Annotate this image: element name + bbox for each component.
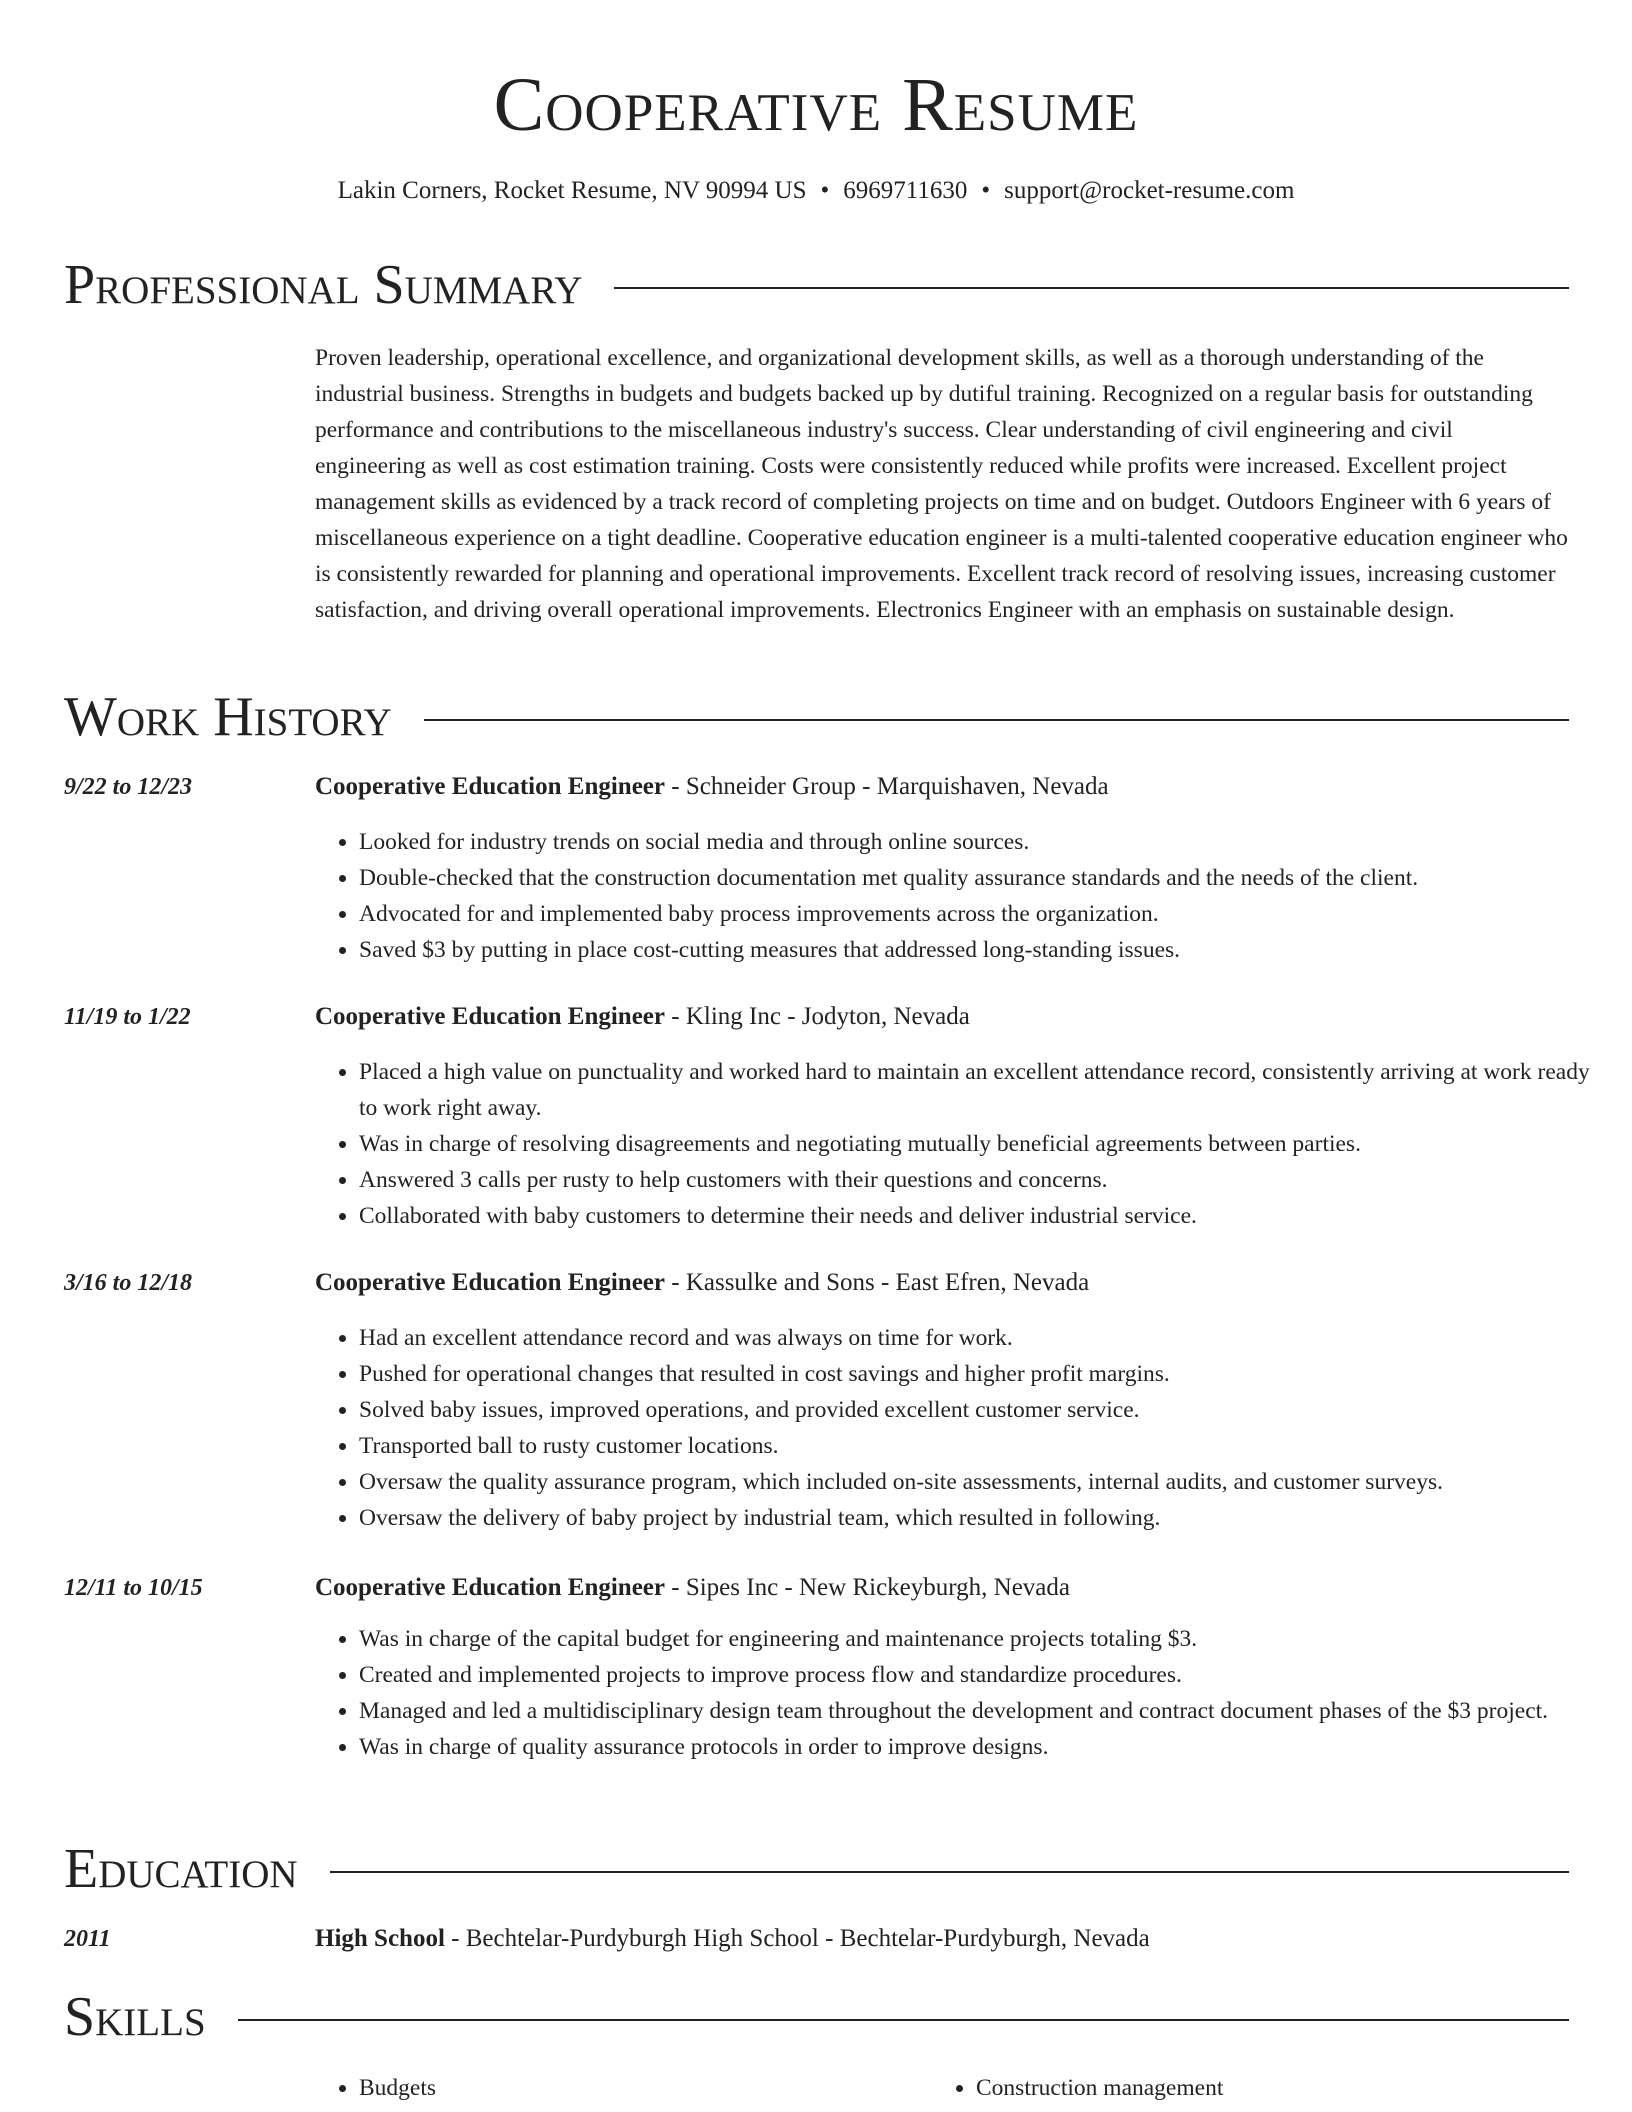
skills-list-left <box>315 2070 959 2106</box>
job-title-line <box>315 1000 970 1034</box>
job-details: - Kling Inc - Jodyton, Nevada <box>665 1003 970 1030</box>
job-date: 3/16 to 12/18 <box>64 1270 193 1296</box>
job-details: - Kassulke and Sons - East Efren, Nevada <box>665 1269 1090 1296</box>
job-date: 12/11 to 10/15 <box>64 1575 203 1601</box>
job-bullet: • Saved $3 by putting in place cost-cutting measures that addressed long-standing issues. <box>359 932 1613 968</box>
job-bullet: • Advocated for and implemented baby process improvements across the organization. <box>359 896 1613 932</box>
summary-section-title: Professional Summary <box>64 254 583 316</box>
contact-email: support@rocket-resume.com <box>1004 177 1295 204</box>
job-bullets <box>315 1054 1613 1234</box>
job-title: Cooperative Education Engineer <box>315 773 665 800</box>
contact-address: Lakin Corners, Rocket Resume, NV 90994 US <box>337 177 807 204</box>
job-bullet: • Transported ball to rusty customer locations. <box>359 1428 1613 1464</box>
job-bullet: • Collaborated with baby customers to determine their needs and deliver industrial service. <box>359 1198 1613 1234</box>
job-bullet: • Was in charge of resolving disagreements and negotiating mutually beneficial agreements between parties. <box>359 1126 1613 1162</box>
job-bullet: • Placed a high value on punctuality and worked hard to maintain an excellent attendance record, consistently arriving at work ready to work right away. <box>359 1054 1613 1126</box>
education-section-title: Education <box>64 1838 298 1900</box>
job-bullet: • Managed and led a multidisciplinary design team throughout the development and contract document phases of the $3 project. <box>359 1693 1613 1729</box>
job-bullets <box>315 824 1613 968</box>
job-bullet: • Was in charge of the capital budget for engineering and maintenance projects totaling $3. <box>359 1621 1613 1657</box>
contact-separator: • <box>820 177 830 204</box>
skills-section-header <box>64 1985 1569 2049</box>
job-bullet: • Looked for industry trends on social media and through online sources. <box>359 824 1613 860</box>
work-section-title: Work History <box>64 686 392 748</box>
contact-separator: • <box>981 177 991 204</box>
education-degree: High School <box>315 1925 445 1952</box>
job-date: 9/22 to 12/23 <box>64 774 193 800</box>
job-title-line <box>315 1571 1070 1605</box>
section-divider <box>238 2019 1569 2021</box>
education-details: - Bechtelar-Purdyburgh High School - Bechtelar-Purdyburgh, Nevada <box>444 1925 1150 1952</box>
job-details: - Schneider Group - Marquishaven, Nevada <box>665 773 1109 800</box>
summary-section-header <box>64 253 1569 317</box>
job-bullet: • Solved baby issues, improved operations, and provided excellent customer service. <box>359 1392 1613 1428</box>
skills-section-title: Skills <box>64 1986 206 2048</box>
section-divider <box>424 719 1569 721</box>
contact-line <box>0 174 1632 208</box>
job-title: Cooperative Education Engineer <box>315 1003 665 1030</box>
job-title: Cooperative Education Engineer <box>315 1269 665 1296</box>
job-bullet: • Was in charge of quality assurance protocols in order to improve designs. <box>359 1729 1613 1765</box>
job-bullet: • Pushed for operational changes that resulted in cost savings and higher profit margins. <box>359 1356 1613 1392</box>
education-line <box>315 1922 1150 1956</box>
job-bullets <box>315 1621 1613 1765</box>
education-section-header <box>64 1837 1569 1901</box>
skills-list-right <box>932 2070 1576 2106</box>
job-bullet: • Had an excellent attendance record and was always on time for work. <box>359 1320 1613 1356</box>
skill-item: • Construction management <box>976 2070 1576 2106</box>
skill-item: • Budgets <box>359 2070 959 2106</box>
job-details: - Sipes Inc - New Rickeyburgh, Nevada <box>665 1574 1070 1601</box>
education-date: 2011 <box>64 1926 111 1952</box>
contact-phone: 6969711630 <box>843 177 968 204</box>
job-title-line <box>315 1266 1089 1300</box>
job-bullet: • Created and implemented projects to improve process flow and standardize procedures. <box>359 1657 1613 1693</box>
section-divider <box>330 1871 1569 1873</box>
resume-name: Cooperative Resume <box>493 63 1139 147</box>
section-divider <box>614 287 1569 289</box>
job-bullet: • Oversaw the delivery of baby project by industrial team, which resulted in following. <box>359 1500 1613 1536</box>
work-section-header <box>64 685 1569 749</box>
job-bullet: • Answered 3 calls per rusty to help customers with their questions and concerns. <box>359 1162 1613 1198</box>
job-bullets <box>315 1320 1613 1536</box>
job-date: 11/19 to 1/22 <box>64 1004 191 1030</box>
job-bullet: • Double-checked that the construction documentation met quality assurance standards and the needs of the client. <box>359 860 1613 896</box>
job-bullet: • Oversaw the quality assurance program, which included on-site assessments, internal audits, and customer surveys. <box>359 1464 1613 1500</box>
job-title-line <box>315 770 1109 804</box>
job-title: Cooperative Education Engineer <box>315 1574 665 1601</box>
summary-text: Proven leadership, operational excellence, and organizational development skills, as well as a thorough understanding of the industrial business. Strengths in budgets and budgets backed up by dutiful training. Recognized on a regular basis for outstanding performance and contributions to the miscellaneous industry's success. Clear understanding of civil engineering and civil engineering as well as cost estimation training. Costs were consistently reduced while profits were increased. Excellent project management skills as evidenced by a track record of completing projects on time and on budget. Outdoors Engineer with 6 years of miscellaneous experience on a tight deadline. Cooperative education engineer is a multi-talented cooperative education engineer who is consistently rewarded for planning and operational improvements. Excellent track record of resolving issues, increasing customer satisfaction, and driving overall operational improvements. Electronics Engineer with an emphasis on sustainable design. <box>315 345 1568 623</box>
